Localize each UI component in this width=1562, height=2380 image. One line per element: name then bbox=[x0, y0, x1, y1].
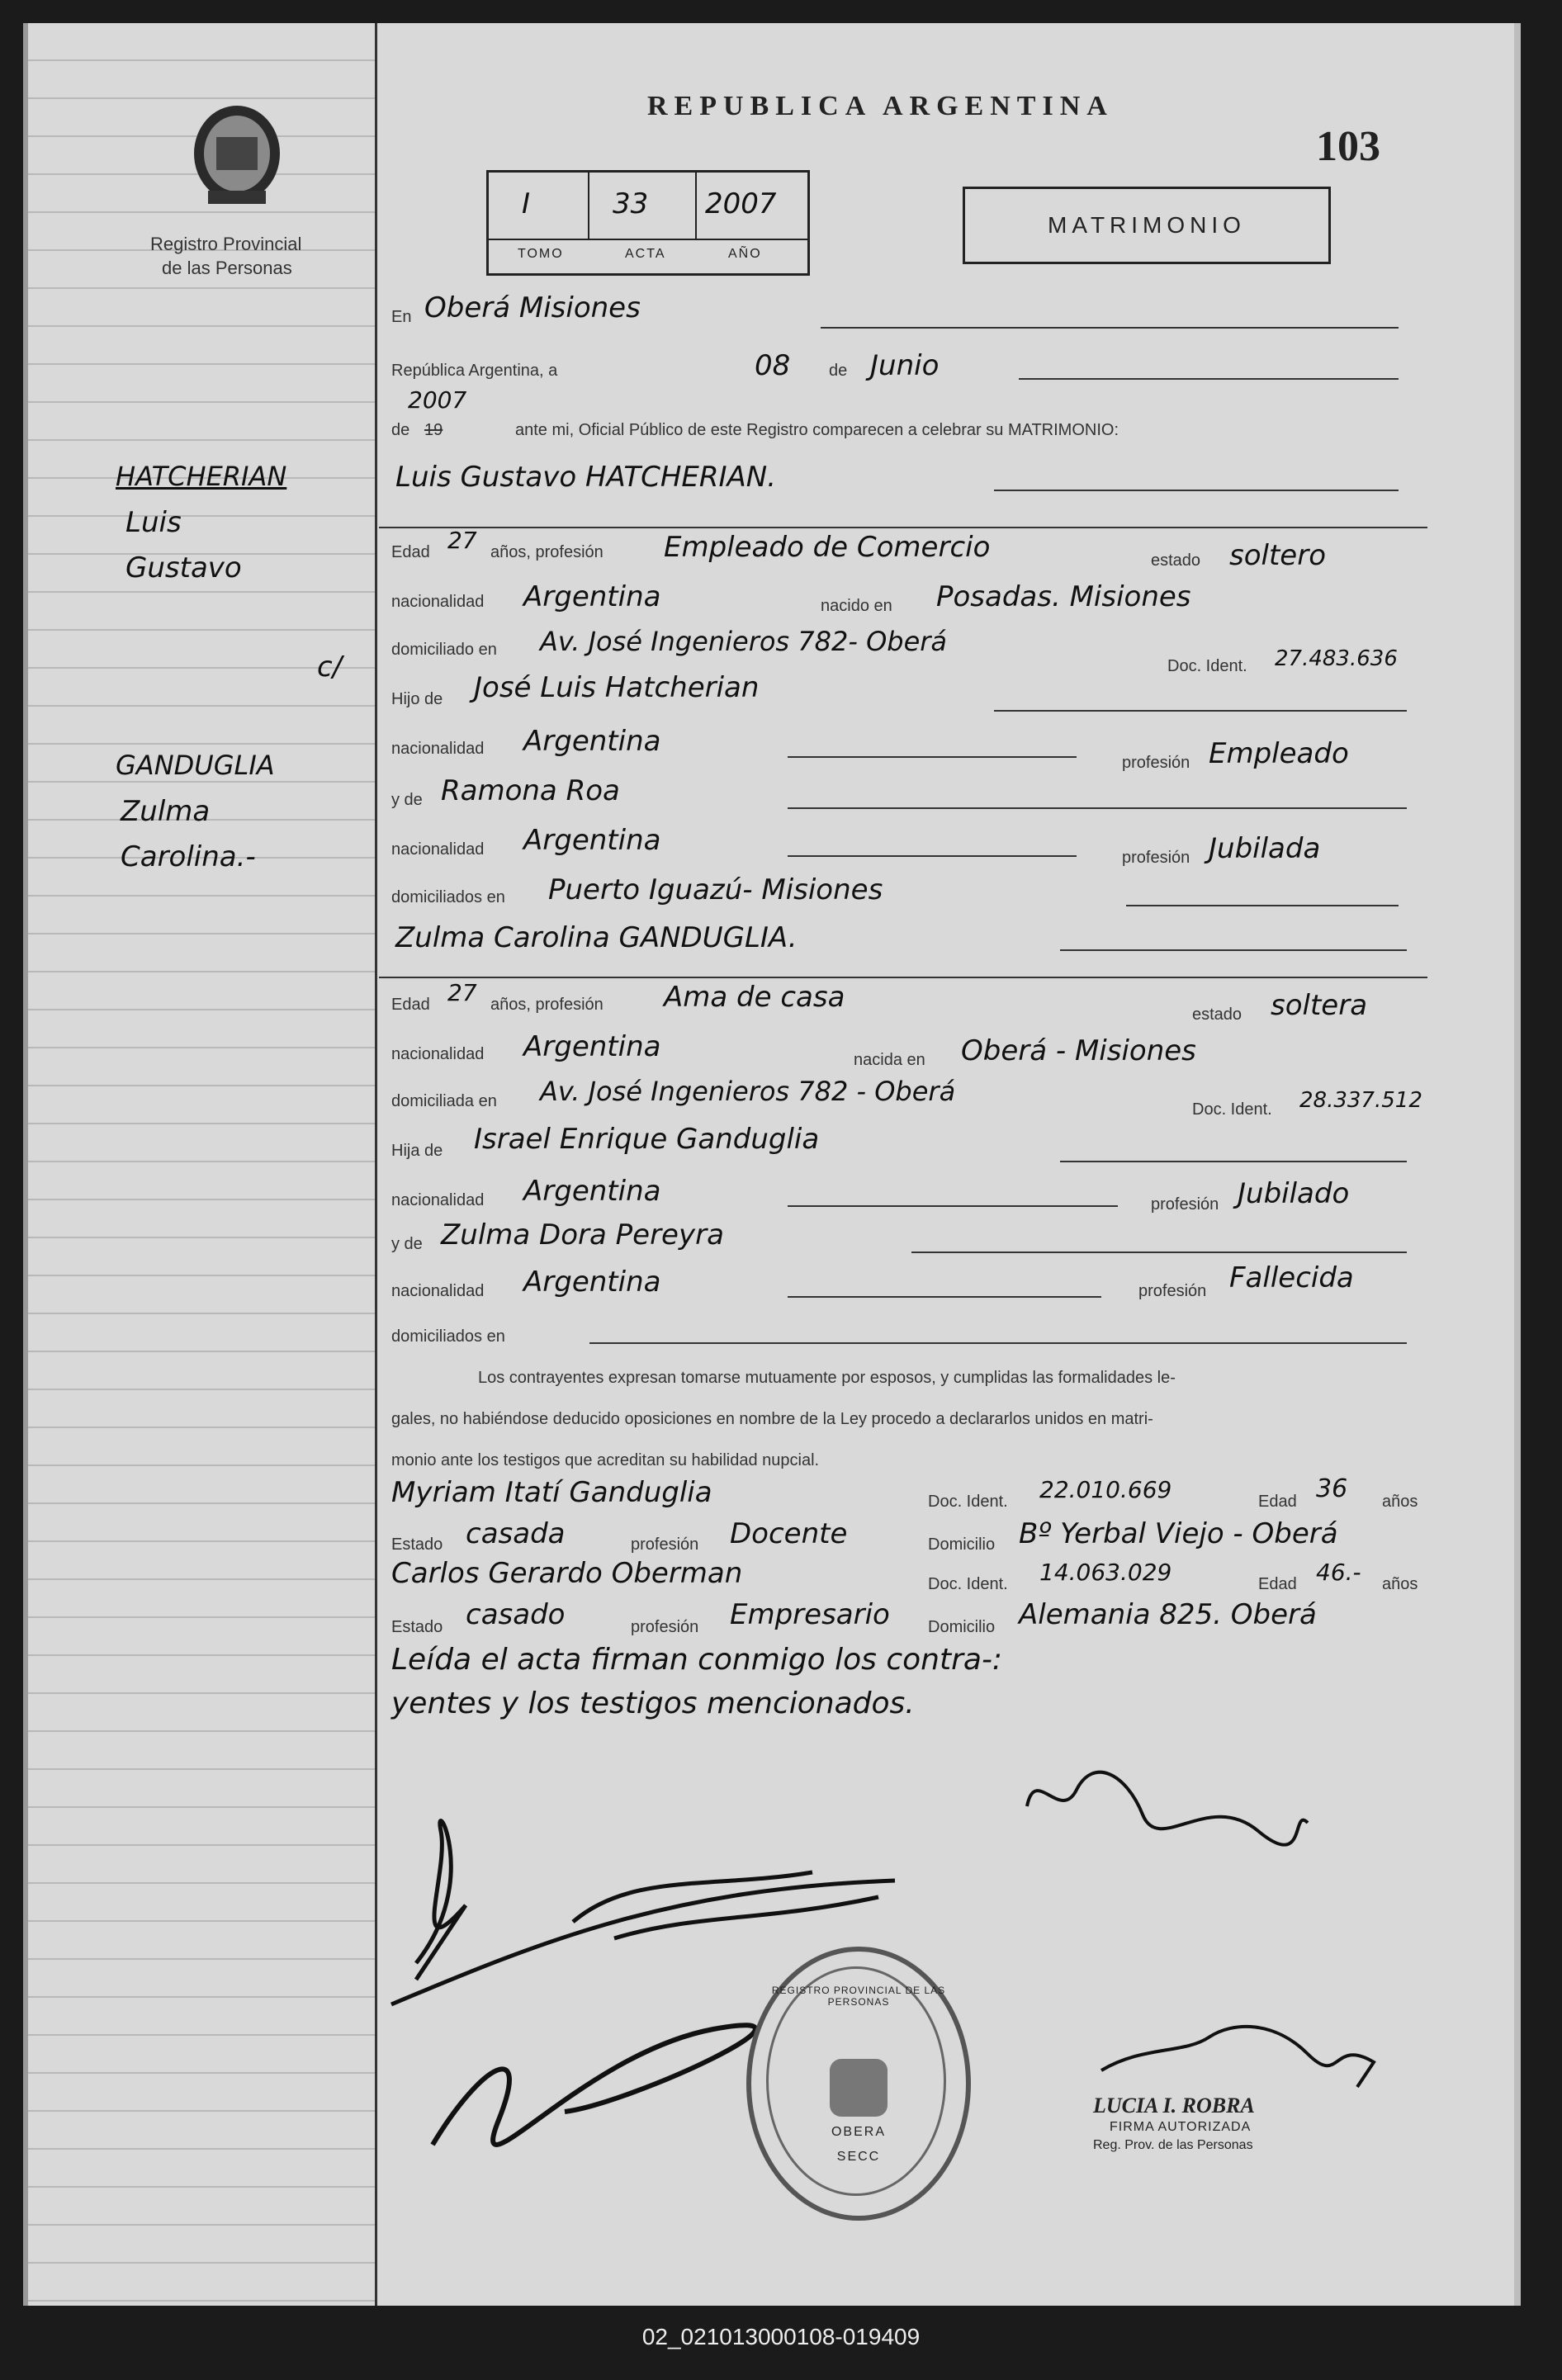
groom-estado-label: estado bbox=[1151, 551, 1201, 570]
groom-doc-label: Doc. Ident. bbox=[1167, 657, 1247, 675]
witness-1-age: 36 bbox=[1316, 1474, 1348, 1503]
witness-1-status: casada bbox=[466, 1517, 566, 1550]
witness-1-doc-label: Doc. Ident. bbox=[928, 1493, 1008, 1511]
bride-age: 27 bbox=[447, 979, 477, 1006]
groom-full-name: Luis Gustavo HATCHERIAN. bbox=[395, 461, 777, 494]
bride-nacionalidad-label: nacionalidad bbox=[391, 1045, 485, 1063]
witness-2-age: 46.- bbox=[1316, 1559, 1361, 1586]
intro-year: 2007 bbox=[408, 386, 467, 414]
footer-id: 02_021013000108-019409 bbox=[641, 2324, 921, 2349]
certificate-page bbox=[23, 23, 1521, 2306]
groom-nacido-label: nacido en bbox=[821, 597, 892, 615]
intro-month: Junio bbox=[870, 349, 940, 382]
closing-line-2: yentes y los testigos mencionados. bbox=[391, 1687, 915, 1720]
acta-label: ACTA bbox=[625, 247, 666, 261]
bride-birthplace: Oberá - Misiones bbox=[961, 1034, 1196, 1067]
official-org: Reg. Prov. de las Personas bbox=[1093, 2138, 1253, 2152]
groom-mother-nac-label: nacionalidad bbox=[391, 840, 485, 859]
bride-doc-label: Doc. Ident. bbox=[1192, 1100, 1272, 1119]
witness-1-domicilio-label: Domicilio bbox=[928, 1535, 996, 1554]
groom-father: José Luis Hatcherian bbox=[474, 671, 760, 704]
stamp-sub: SECC bbox=[836, 2150, 881, 2164]
bride-mother-nationality: Argentina bbox=[523, 1266, 661, 1299]
margin-groom-surname: HATCHERIAN bbox=[116, 461, 287, 492]
stamp-emblem-icon bbox=[830, 2059, 888, 2117]
country-title: REPUBLICA ARGENTINA bbox=[647, 91, 1114, 121]
year-struck: 19 bbox=[424, 421, 443, 439]
bride-edad-label: Edad bbox=[391, 996, 430, 1014]
witness-1-name: Myriam Itatí Ganduglia bbox=[391, 1476, 712, 1509]
year-prefix-label: de bbox=[391, 421, 410, 439]
margin-bride-name-2: Carolina.- bbox=[121, 840, 256, 873]
record-type-box bbox=[963, 187, 1331, 264]
groom-father-profession: Empleado bbox=[1209, 737, 1349, 770]
witness-2-prof-label: profesión bbox=[631, 1618, 699, 1636]
witness-2-doc-label: Doc. Ident. bbox=[928, 1575, 1008, 1593]
groom-father-nationality: Argentina bbox=[523, 725, 661, 758]
anio-value: 2007 bbox=[705, 187, 777, 220]
groom-status: soltero bbox=[1229, 539, 1326, 572]
official-title: FIRMA AUTORIZADA bbox=[1110, 2120, 1252, 2134]
witness-2-address: Alemania 825. Oberá bbox=[1019, 1598, 1317, 1631]
witness-2-anos-label: años bbox=[1382, 1575, 1418, 1593]
record-type: MATRIMONIO bbox=[1048, 212, 1246, 238]
witness-2-domicilio-label: Domicilio bbox=[928, 1618, 996, 1636]
bride-profession: Ama de casa bbox=[664, 981, 845, 1014]
margin-bride-surname: GANDUGLIA bbox=[116, 750, 275, 781]
groom-y-de-label: y de bbox=[391, 791, 423, 809]
groom-birthplace: Posadas. Misiones bbox=[936, 580, 1191, 613]
stamp-office: OBERA bbox=[831, 2125, 886, 2139]
closing-line-1: Leída el acta firman conmigo los contra-: bbox=[391, 1643, 1003, 1677]
witness-1-anos-label: años bbox=[1382, 1493, 1418, 1511]
bride-anos-profesion-label: años, profesión bbox=[490, 996, 604, 1014]
bride-father-nac-label: nacionalidad bbox=[391, 1191, 485, 1209]
registry-stamp bbox=[746, 1947, 971, 2221]
bride-mother: Zulma Dora Pereyra bbox=[441, 1218, 724, 1252]
en-label: En bbox=[391, 308, 412, 326]
bride-address: Av. José Ingenieros 782 - Oberá bbox=[540, 1076, 956, 1107]
witness-1-profession: Docente bbox=[730, 1517, 848, 1550]
tomo-value: I bbox=[522, 187, 531, 220]
bride-father-nationality: Argentina bbox=[523, 1175, 661, 1208]
bride-father-profession: Jubilado bbox=[1238, 1177, 1350, 1210]
groom-mother-prof-label: profesión bbox=[1122, 849, 1190, 867]
ante-text: ante mi, Oficial Público de este Registro comparecen a celebrar su MATRIMONIO: bbox=[515, 421, 1119, 439]
groom-domicilio-label: domiciliado en bbox=[391, 641, 497, 659]
groom-profession: Empleado de Comercio bbox=[664, 531, 991, 564]
witness-2-name: Carlos Gerardo Oberman bbox=[391, 1557, 743, 1590]
witness-1-doc: 22.010.669 bbox=[1039, 1476, 1172, 1503]
bride-father-prof-label: profesión bbox=[1151, 1195, 1219, 1214]
witness-2-status: casado bbox=[466, 1598, 566, 1631]
margin-connector: c/ bbox=[317, 651, 343, 684]
registry-number-box bbox=[486, 170, 810, 276]
groom-age: 27 bbox=[447, 527, 477, 554]
republica-label: República Argentina, a bbox=[391, 362, 558, 380]
margin-groom-name-1: Luis bbox=[125, 506, 182, 539]
bride-full-name: Zulma Carolina GANDUGLIA. bbox=[395, 921, 798, 954]
intro-place: Oberá Misiones bbox=[424, 291, 641, 324]
groom-nationality: Argentina bbox=[523, 580, 661, 613]
bride-mother-profession: Fallecida bbox=[1229, 1261, 1354, 1294]
margin-column bbox=[28, 23, 377, 2306]
bride-father: Israel Enrique Ganduglia bbox=[474, 1123, 820, 1156]
bride-mother-nac-label: nacionalidad bbox=[391, 1282, 485, 1300]
bride-nationality: Argentina bbox=[523, 1030, 661, 1063]
groom-anos-profesion-label: años, profesión bbox=[490, 543, 604, 561]
bride-domiciliada-label: domiciliada en bbox=[391, 1092, 497, 1110]
official-name: LUCIA I. ROBRA bbox=[1093, 2094, 1255, 2117]
bride-domiciliados-label: domiciliados en bbox=[391, 1327, 505, 1346]
registry-line-1: Registro Provincial bbox=[150, 234, 302, 254]
witness-2-edad-label: Edad bbox=[1258, 1575, 1297, 1593]
groom-mother-profession: Jubilada bbox=[1209, 832, 1321, 865]
declaration-line-3: monio ante los testigos que acreditan su habilidad nupcial. bbox=[391, 1451, 820, 1469]
province-seal-icon bbox=[183, 96, 291, 211]
de-label: de bbox=[829, 362, 848, 380]
stamp-text: REGISTRO PROVINCIAL DE LAS PERSONAS bbox=[771, 1985, 946, 2008]
bride-y-de-label: y de bbox=[391, 1235, 423, 1253]
signature-4-icon bbox=[433, 2025, 755, 2145]
groom-nacionalidad-label: nacionalidad bbox=[391, 593, 485, 611]
intro-day: 08 bbox=[755, 349, 791, 382]
witness-1-address: Bº Yerbal Viejo - Oberá bbox=[1019, 1517, 1338, 1550]
groom-father-nac-label: nacionalidad bbox=[391, 740, 485, 758]
signature-official-icon bbox=[1101, 2027, 1374, 2087]
groom-parents-address: Puerto Iguazú- Misiones bbox=[548, 873, 883, 906]
signature-3-icon bbox=[1027, 1772, 1308, 1845]
witness-1-edad-label: Edad bbox=[1258, 1493, 1297, 1511]
bride-nacida-label: nacida en bbox=[854, 1051, 925, 1069]
margin-groom-name-2: Gustavo bbox=[125, 551, 242, 584]
bride-mother-prof-label: profesión bbox=[1138, 1282, 1207, 1300]
bride-estado-label: estado bbox=[1192, 1005, 1242, 1024]
groom-mother: Ramona Roa bbox=[441, 774, 620, 807]
witness-1-estado-label: Estado bbox=[391, 1535, 443, 1554]
anio-label: AÑO bbox=[728, 247, 762, 261]
groom-mother-nationality: Argentina bbox=[523, 824, 661, 857]
witness-2-doc: 14.063.029 bbox=[1039, 1559, 1172, 1586]
declaration-line-1: Los contrayentes expresan tomarse mutuamente por esposos, y cumplidas las formalidades le- bbox=[478, 1369, 1176, 1387]
groom-hijo-label: Hijo de bbox=[391, 690, 443, 708]
bride-hija-label: Hija de bbox=[391, 1142, 443, 1160]
witness-2-estado-label: Estado bbox=[391, 1618, 443, 1636]
acta-value: 33 bbox=[613, 187, 649, 220]
registry-line-2: de las Personas bbox=[162, 258, 292, 278]
signature-1-icon bbox=[416, 1821, 466, 1980]
groom-doc: 27.483.636 bbox=[1275, 646, 1398, 671]
groom-domiciliados-label: domiciliados en bbox=[391, 888, 505, 906]
tomo-label: TOMO bbox=[518, 247, 564, 261]
groom-address: Av. José Ingenieros 782- Oberá bbox=[540, 626, 948, 657]
witness-2-profession: Empresario bbox=[730, 1598, 890, 1631]
groom-father-prof-label: profesión bbox=[1122, 754, 1190, 772]
groom-edad-label: Edad bbox=[391, 543, 430, 561]
bride-status: soltera bbox=[1271, 989, 1368, 1022]
declaration-line-2: gales, no habiéndose deducido oposiciones en nombre de la Ley procedo a declararlos unidos en matri- bbox=[391, 1410, 1153, 1428]
page-number: 103 bbox=[1316, 123, 1380, 170]
witness-1-prof-label: profesión bbox=[631, 1535, 699, 1554]
margin-bride-name-1: Zulma bbox=[121, 795, 211, 828]
bride-doc: 28.337.512 bbox=[1299, 1088, 1422, 1113]
